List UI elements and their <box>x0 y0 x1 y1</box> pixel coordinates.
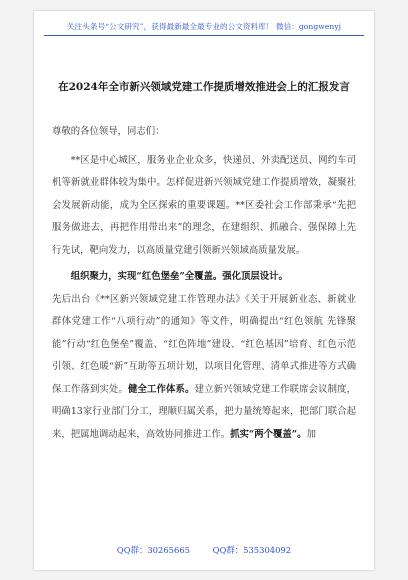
section-text-part2: 建立新兴领域党建工作联席会议制度，明确13家行业部门分工，理顺归属关系，把力量统筹起来，把部门联合起来，把属地调动起来，高效协同推进工作。 <box>52 383 356 440</box>
section-heading: 组织聚力，实现“红色堡垒”全覆盖。强化顶层设计。 <box>70 271 288 282</box>
footer-contacts <box>34 544 374 556</box>
header-divider <box>44 35 364 36</box>
intro-paragraph: **区是中心城区，服务业企业众多，快递员、外卖配送员、网约车司机等新就业群体较为集中。怎样促进新兴领域党建工作提质增效，凝聚社会发展新动能，成为全区探索的重要课题。**区委社会工作部秉承“先把服务做进去，再把作用带出来”的理念，在建组织、抓融合、强保障上先行先试，靶向发力，以高质量党建引领新兴领域高质量发展。 <box>52 154 356 256</box>
footer-qq-group-1: QQ群：30265665 <box>116 545 190 555</box>
header-notice: 关注头条号“公文研究”，获得最新最全最专业的公文资料库！ 微信：gongwenyj <box>66 22 342 31</box>
inline-heading-work-system: 健全工作体系。 <box>128 383 195 395</box>
inline-heading-two-coverage: 抓实“两个覆盖”。 <box>230 428 307 440</box>
section-text-part3: 加 <box>306 428 316 440</box>
salutation: 尊敬的各位领导，同志们： <box>52 126 165 137</box>
section-text-part1: 先后出台《**区新兴领域党建工作管理办法》《关于开展新业态、新就业群体党建工作“八项行动”的通知》等文件，明确提出“红色领航 先锋聚能”行动“红色堡垒”覆盖、“红色阵地”建设、“红色基因”培育、红色示范引领、红色暖“新”互助等五项计划，以项目化管理、清单式推进等方式确保工作落到实处。 <box>52 293 356 395</box>
document-title: 在2024年全市新兴领域党建工作提质增效推进会上的汇报发言 <box>58 81 350 93</box>
document-page <box>34 11 374 570</box>
footer-qq-group-2: QQ群：535304092 <box>212 545 292 555</box>
section-paragraph <box>52 289 356 447</box>
document-body <box>52 121 356 446</box>
